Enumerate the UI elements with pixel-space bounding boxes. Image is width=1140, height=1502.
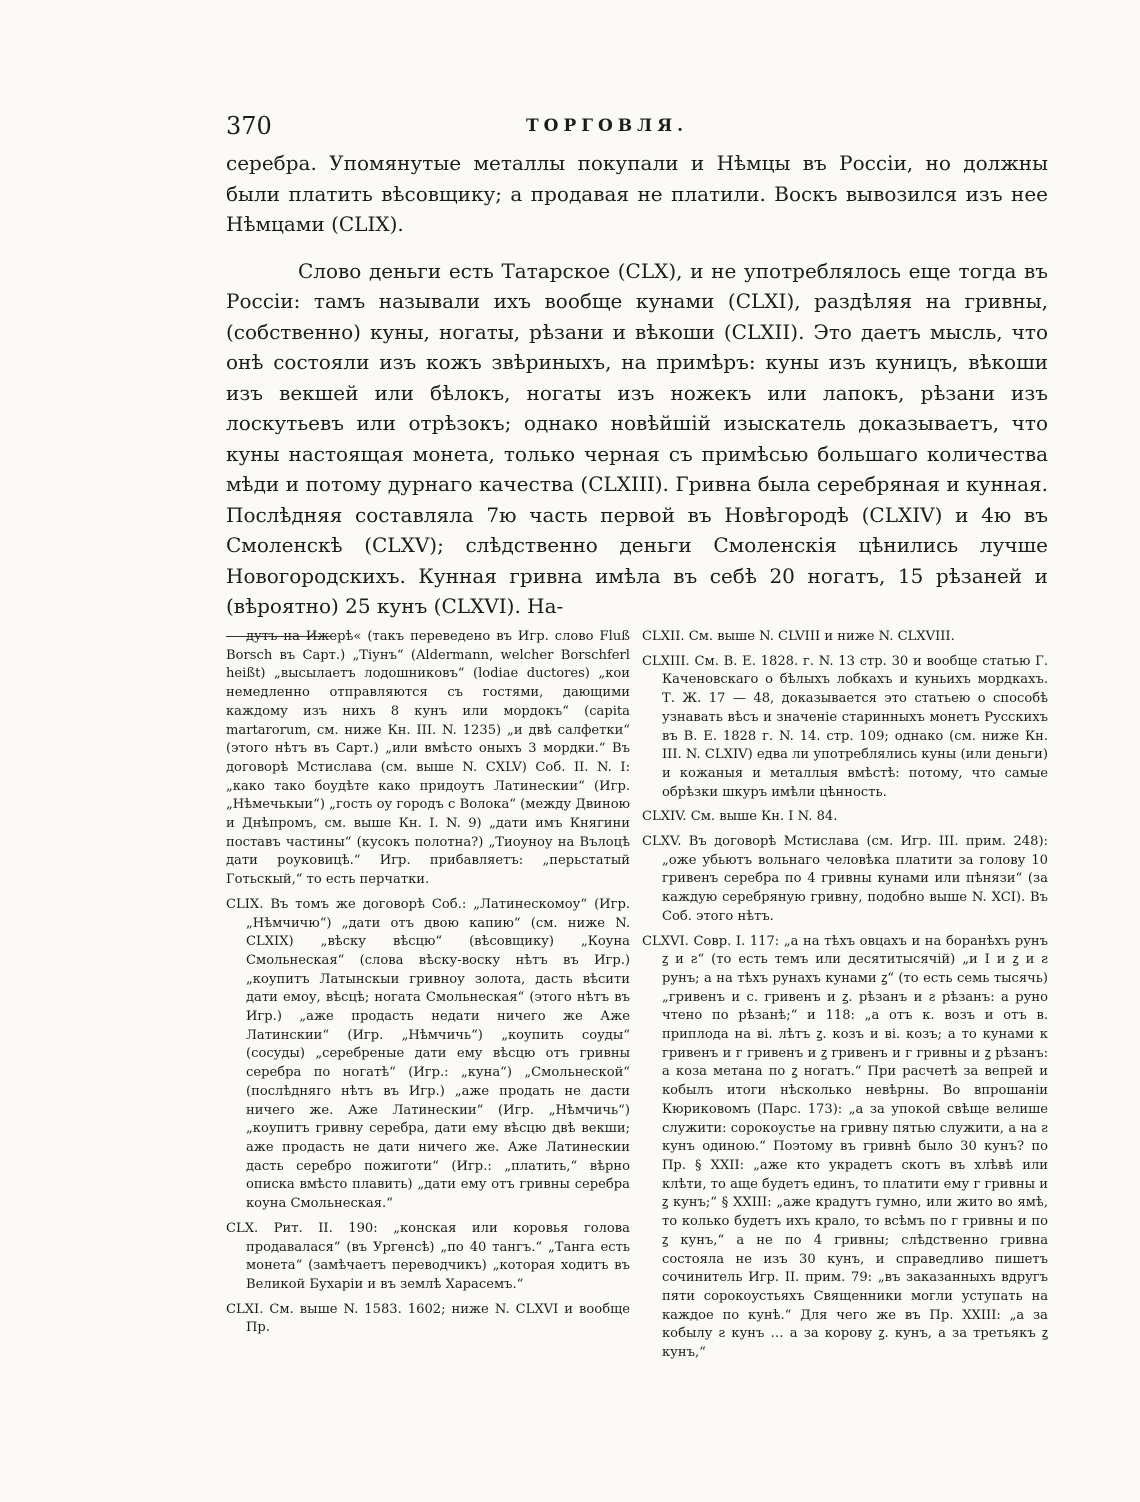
book-page — [226, 112, 1048, 1361]
footnote: CLXVI. Совр. I. 117: „а на тѣхъ овцахъ и на боранѣхъ рунъ ꙁ и ꙅ“ (то есть темъ или десятитысячій) „и І и ꙁ и ꙅ рунъ; а на тѣхъ рунахъ кунами ꙁ“ (то есть семь тысячь) „гривенъ и с. гривенъ и ꙁ. рѣзанъ и ꙅ рѣзанъ: а руно чтено по рѣзанѣ;“ и 118: „а отъ к. возъ и отъ в. приплода на ві. лѣтъ ꙁ. козъ и ві. козъ; а то кунами к гривенъ и г гривенъ и ꙁ гривенъ и г гривны и ꙁ рѣзанъ: а коза метана по ꙁ ногатъ.“ При расчетѣ за вепрей и кобылъ итоги нѣсколько невѣрны. Во впрошаніи Кюриковомъ (Парс. 173): „а за упокой свѣще велише служити: сорокоустье на гривну пятью служити, а на ꙅ кунъ одиною.“ Поэтому въ гривнѣ было 30 кунъ? по Пр. § XXII: „аже кто украдетъ скотъ въ хлѣвѣ или клѣти, то аще будетъ единъ, то платити ему г гривны и ꙁ кунъ;“ § XXIII: „аже крадутъ гумно, или жито во ямѣ, то колько будетъ ихъ крало, то всѣмъ по г гривны и по ꙁ кунъ,“ а не по 4 гривны; слѣдственно гривна состояла не изъ 30 кунъ, и справедливо пишетъ сочинитель Игр. II. прим. 79: „въ заказанныхъ вдругъ пяти сорокоустьяхъ Священники могли уступать на каждое по кунѣ.“ Для чего же въ Пр. XXIII: „а за кобылу ꙅ кунъ … а за корову ꙁ. кунъ, а за третьякъ ꙁ кунъ,“ — [642, 933, 1048, 1361]
footnote: CLXI. См. выше N. 1583. 1602; ниже N. CLXVI и вообще Пр. — [226, 1301, 630, 1336]
footnote: CLXV. Въ договорѣ Мстислава (см. Игр. III. прим. 248): „оже убьютъ вольнаго человѣка платити за голову 10 гривенъ серебра по 4 гривны кунами или пѣнязи“ (за каждую серебряную гривну, подобно выше N. XCI). Въ Соб. этого нѣтъ. — [642, 834, 1048, 924]
footnote: CLXII. См. выше N. CLVIII и ниже N. CLXVIII. — [642, 629, 955, 644]
footnotes-right-column — [642, 628, 1048, 1369]
main-paragraph: серебра. Упомянутые металлы покупали и Нѣмцы въ Россіи, но должны были платить вѣсовщику; а продавая не платили. Воскъ вывозился изъ нее Нѣмцами (CLIX). — [226, 151, 1048, 236]
footnote: CLIX. Въ томъ же договорѣ Соб.: „Латинескомоу“ (Игр. „Нѣмчичю“) „дати отъ двою капию“ (см. ниже N. CLXIX) „вѣску вѣсцю“ (вѣсовщику) „Коуна Смольнеская“ (слова вѣску-воску нѣтъ въ Игр.) „коупитъ Латынскыи гривноу золота, дасть вѣсити дати емоу, вѣсцѣ; ногата Смольнеская“ (этого нѣтъ въ Игр.) „аже продасть недати ничего же Аже Латинскии“ (Игр. „Нѣмчичь“) „коупить соуды“ (сосуды) „серебреные дати ему вѣсцю отъ гривны серебра по ногатѣ“ (Игр.: „куна“) „Смольнеской“ (послѣдняго нѣтъ въ Игр.) „аже продать не дасти ничего же. Аже Латинескии“ (Игр. „Нѣмчичь“) „коупитъ гривну серебра, дати ему вѣсцю двѣ векши; аже продасть не дати ничего же. Аже Латинескии дасть серебро пожиготи“ (Игр.: „платить,“ вѣрно описка вмѣсто плавить) „дати ему отъ гривны серебра коуна Смольнеская.“ — [226, 896, 630, 1212]
footnotes — [226, 628, 1048, 1369]
page-number: 370 — [226, 112, 272, 140]
running-title: ТОРГОВЛЯ. — [526, 116, 689, 136]
main-text — [226, 148, 1048, 622]
main-paragraph: Слово деньги есть Татарское (CLX), и не употреблялось еще тогда въ Россіи: тамъ называли ихъ вообще кунами (CLXI), раздѣляя на гривны, (собственно) куны, ногаты, рѣзани и вѣкоши (CLXII). Это даетъ мысль, что онѣ состояли изъ кожъ звѣриныхъ, на примѣръ: куны изъ куницъ, вѣкоши изъ векшей или бѣлокъ, ногаты изъ ножекъ или лапокъ, рѣзани изъ лоскутьевъ или отрѣзокъ; однако новѣйшій изыскатель доказываетъ, что куны настоящая монета, только черная съ примѣсью большаго количества мѣди и потому дурнаго качества (CLXIII). Гривна была серебряная и кунная. Послѣдняя составляла 7ю часть первой въ Новѣгородѣ (CLXIV) и 4ю въ Смоленскѣ (CLXV); слѣдственно деньги Смоленскія цѣнились лучше Новогородскихъ. Кунная гривна имѣла въ себѣ 20 ногатъ, 15 рѣзаней и (вѣроятно) 25 кунъ (CLXVI). На- — [226, 258, 1048, 618]
footnote: CLX. Рит. II. 190: „конская или коровья голова продавалася“ (въ Ургенсѣ) „по 40 тангъ.“ „Танга есть монета“ (замѣчаетъ переводчикъ) „которая ходитъ въ Великой Бухаріи и въ землѣ Харасемъ.“ — [226, 1220, 630, 1292]
footnotes-left-column — [226, 628, 630, 1369]
footnote: CLXIV. См. выше Кн. I N. 84. — [642, 809, 838, 825]
footnote: CLXIII. См. В. Е. 1828. г. N. 13 стр. 30 и вообще статью Г. Каченовскаго о бѣлыхъ лобкахъ и куньихъ мордкахъ. Т. Ж. 17 — 48, доказывается это статьею о способѣ узнавать вѣсъ и значеніе старинныхъ монетъ Русскихъ въ В. Е. 1828 г. N. 14. стр. 109; однако (см. ниже Кн. III. N. CLXIV) едва ли употреблялись куны (или деньги) и кожаныя и металлыя вмѣстѣ: потому, что самые обрѣзки шкуръ имѣли цѣнность. — [642, 653, 1048, 800]
page-header — [226, 112, 1048, 148]
footnote: дутъ на Ижерѣ« (такъ переведено въ Игр. слово Fluß Borsch въ Сарт.) „Тіунъ“ (Aldermann, welcher Borschferl heißt) „высылаетъ лодошниковъ“ (lodiae ductores) „кои немедленно отправляются съ гостями, дающими каждому изъ нихъ 8 кунъ или мордокъ“ (capita martarorum, см. ниже Кн. III. N. 1235) „и двѣ салфетки“ (этого нѣтъ въ Сарт.) „или вмѣсто оныхъ 3 мордки.“ Въ договорѣ Мстислава (см. выше N. CXLV) Соб. II. N. I: „како тако боудѣте како придоутъ Латинескии“ (Игр. „Нѣмечькыи“) „гость оу городъ с Волока“ (между Двиною и Днѣпромъ, см. выше Кн. I. N. 9) „дати имъ Княгини поставъ частины“ (кусокъ полотна?) „Тиоуноу на Вълоцѣ дати роуковицѣ.“ Игр. прибавляетъ: „перьстатый Готьскый,“ то есть перчатки. — [226, 629, 630, 888]
